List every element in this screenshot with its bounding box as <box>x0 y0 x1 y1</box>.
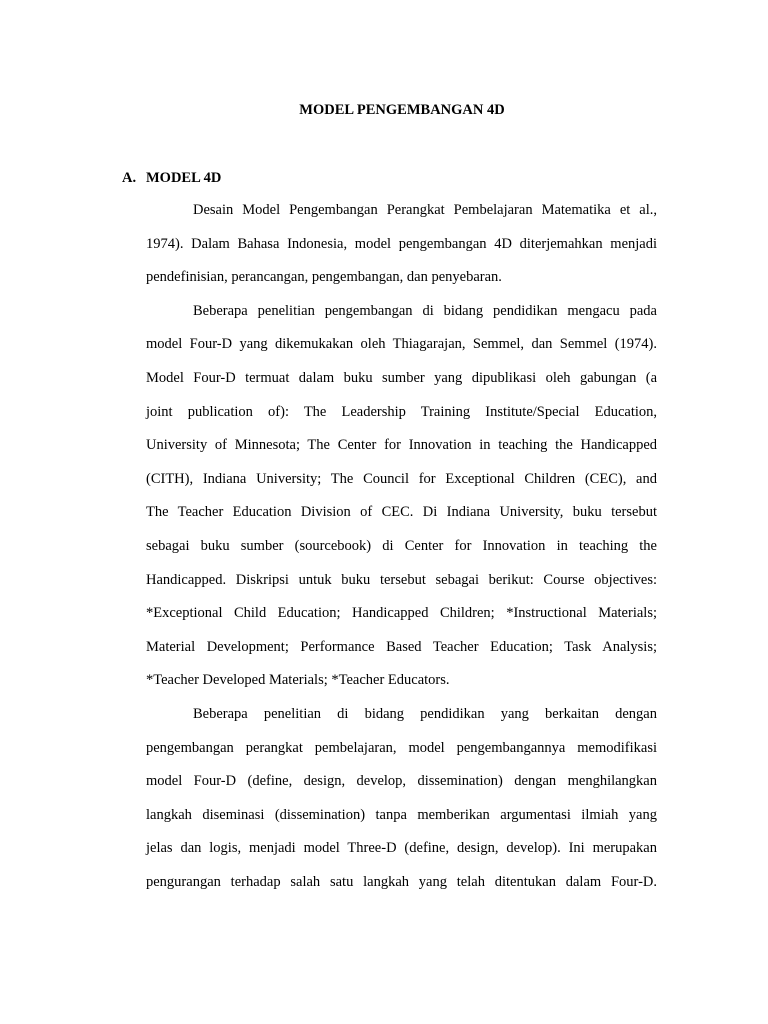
text-line: Desain Model Pengembangan Perangkat Pembelajaran Matematika et al., <box>193 202 657 218</box>
text-line: Beberapa penelitian di bidang pendidikan yang berkaitan dengan <box>193 705 657 722</box>
text-line: (CITH), Indiana University; The Council for Exceptional Children (CEC), and <box>146 470 657 487</box>
text-line: model Four-D yang dikemukakan oleh Thiagarajan, Semmel, dan Semmel (1974). <box>146 336 657 353</box>
text-line: Beberapa penelitian pengembangan di bidang pendidikan mengacu pada <box>193 302 657 319</box>
text-line: jelas dan logis, menjadi model Three-D (define, design, develop). Ini merupakan <box>146 840 657 857</box>
text-line: langkah diseminasi (dissemination) tanpa memberikan argumentasi ilmiah yang <box>146 806 657 823</box>
text-line: University of Minnesota; The Center for Innovation in teaching the Handicapped <box>146 437 657 454</box>
text-line: model Four-D (define, design, develop, dissemination) dengan menghilangkan <box>146 773 657 790</box>
page-title: MODEL PENGEMBANGAN 4D <box>299 102 505 118</box>
text-line: pendefinisian, perancangan, pengembangan, dan penyebaran. <box>146 269 502 286</box>
text-line: joint publication of): The Leadership Training Institute/Special Education, <box>146 403 657 420</box>
text-line: *Teacher Developed Materials; *Teacher Educators. <box>146 672 450 689</box>
text-line: Model Four-D termuat dalam buku sumber yang dipublikasi oleh gabungan (a <box>146 369 657 386</box>
text-line: pengembangan perangkat pembelajaran, model pengembangannya memodifikasi <box>146 739 657 756</box>
text-line: sebagai buku sumber (sourcebook) di Center for Innovation in teaching the <box>146 537 657 554</box>
body-text <box>146 202 657 907</box>
section-letter: A. <box>122 170 137 186</box>
text-line: Handicapped. Diskripsi untuk buku tersebut sebagai berikut: Course objectives: <box>146 571 657 588</box>
text-line: The Teacher Education Division of CEC. Di Indiana University, buku tersebut <box>146 504 657 521</box>
text-line: Material Development; Performance Based Teacher Education; Task Analysis; <box>146 638 657 655</box>
section-heading <box>122 170 221 187</box>
text-line: pengurangan terhadap salah satu langkah yang telah ditentukan dalam Four-D. <box>146 873 657 890</box>
text-line: 1974). Dalam Bahasa Indonesia, model pengembangan 4D diterjemahkan menjadi <box>146 235 657 252</box>
section-title: MODEL 4D <box>146 170 222 186</box>
text-line: *Exceptional Child Education; Handicapped Children; *Instructional Materials; <box>146 605 657 622</box>
